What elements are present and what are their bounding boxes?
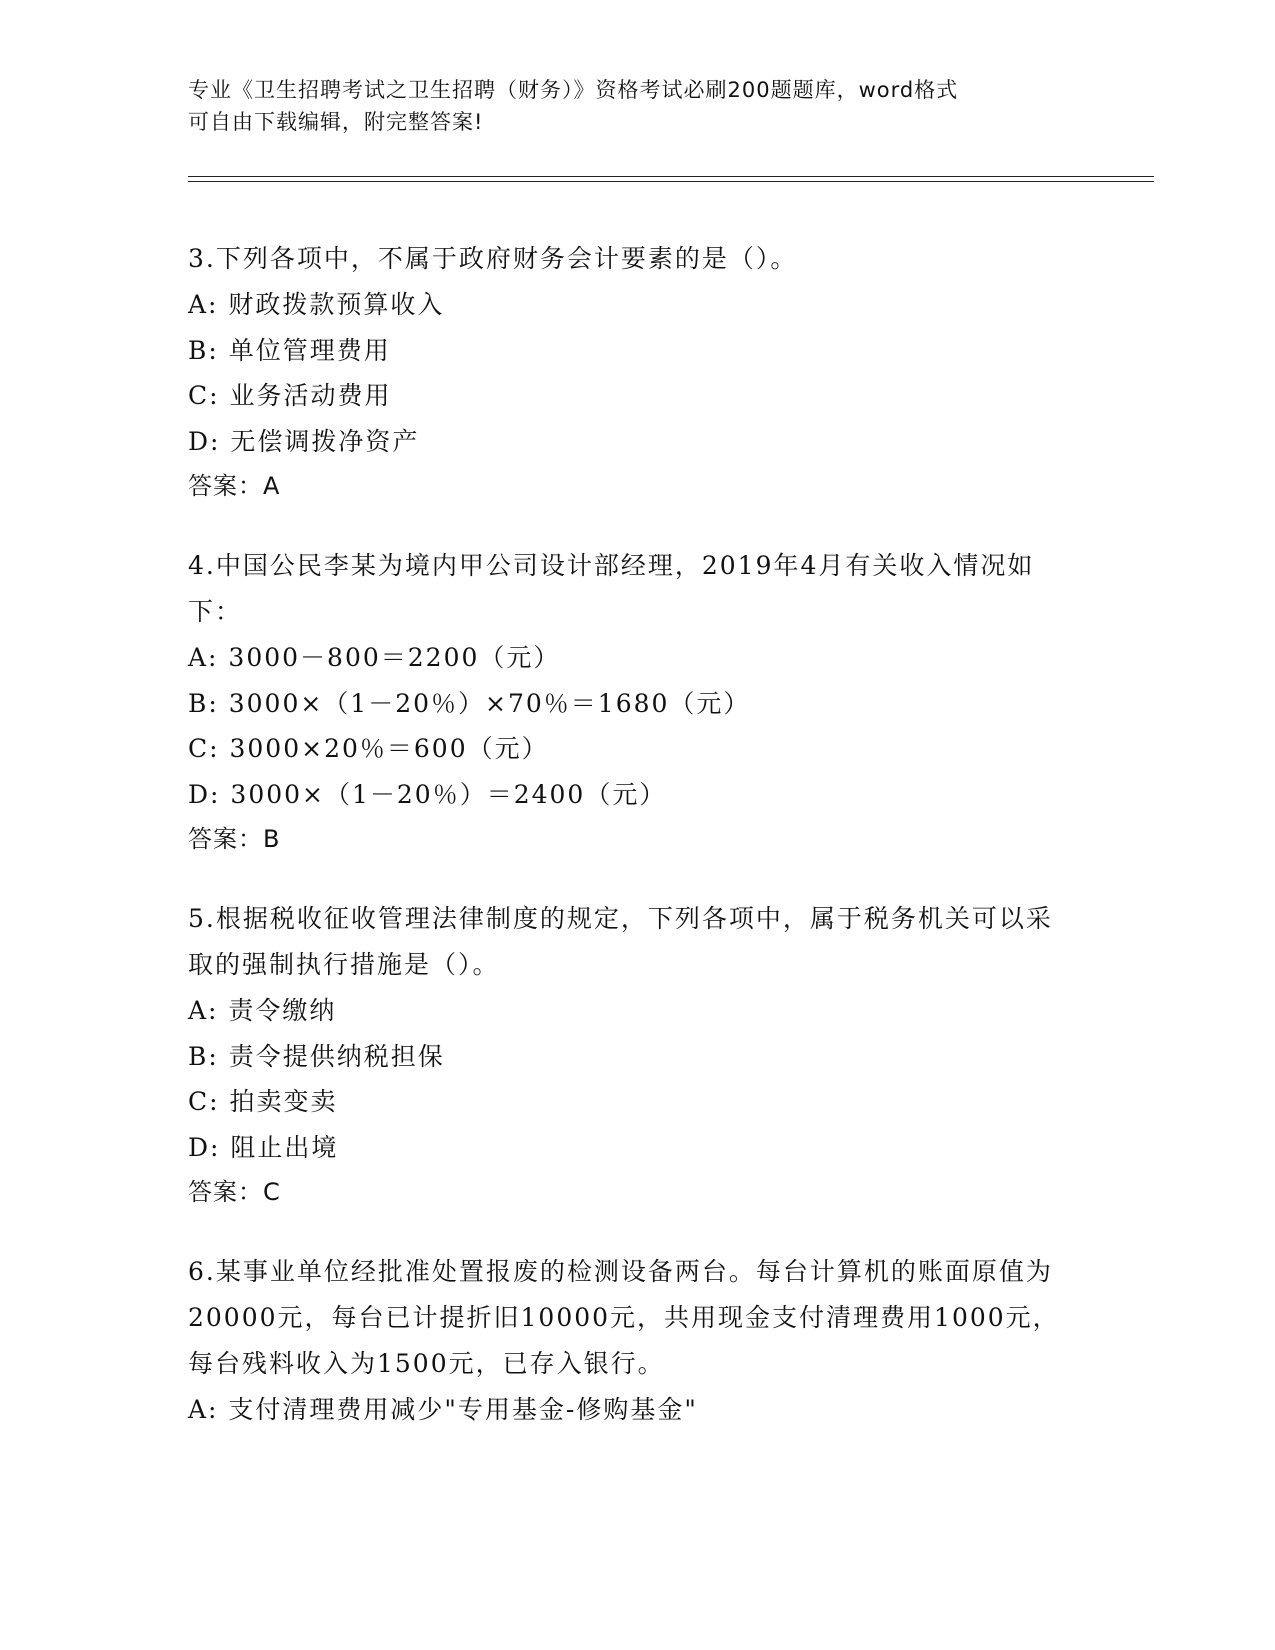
option-d: D: 阻止出境 bbox=[188, 1132, 339, 1162]
option-d: D: 无偿调拨净资产 bbox=[188, 426, 420, 456]
option-b: B: 3000×（1－20％）×70％＝1680（元） bbox=[188, 688, 751, 718]
option-d: D: 3000×（1－20％）＝2400（元） bbox=[188, 779, 667, 809]
answer-line: 答案：A bbox=[188, 472, 281, 500]
question-stem: 5.根据税收征收管理法律制度的规定，下列各项中，属于税务机关可以采取的强制执行措施是（）。 bbox=[188, 904, 1053, 979]
option-c: C: 业务活动费用 bbox=[188, 381, 392, 410]
option-a: A: 3000－800＝2200（元） bbox=[188, 643, 561, 672]
document-header bbox=[188, 74, 1068, 138]
question-3 bbox=[188, 236, 1068, 509]
question-6 bbox=[188, 1249, 1068, 1433]
question-stem: 4.中国公民李某为境内甲公司设计部经理，2019年4月有关收入情况如下： bbox=[188, 551, 1035, 626]
header-divider-bottom bbox=[188, 181, 1154, 182]
question-list bbox=[188, 236, 1068, 1467]
answer-line: 答案：B bbox=[188, 825, 281, 853]
option-c: C: 拍卖变卖 bbox=[188, 1087, 338, 1116]
question-4 bbox=[188, 543, 1068, 862]
answer-line: 答案：C bbox=[188, 1178, 281, 1206]
header-line-1: 专业《卫生招聘考试之卫生招聘（财务）》资格考试必刷200题题库，word格式 bbox=[188, 78, 959, 102]
option-a: A: 财政拨款预算收入 bbox=[188, 290, 445, 319]
question-stem: 3.下列各项中，不属于政府财务会计要素的是（）。 bbox=[188, 244, 798, 273]
option-b: B: 单位管理费用 bbox=[188, 335, 391, 365]
header-line-2: 可自由下载编辑，附完整答案! bbox=[188, 110, 484, 134]
option-c: C: 3000×20％＝600（元） bbox=[188, 734, 549, 763]
option-b: B: 责令提供纳税担保 bbox=[188, 1041, 445, 1071]
option-a: A: 支付清理费用减少"专用基金-修购基金" bbox=[188, 1395, 698, 1424]
question-5 bbox=[188, 896, 1068, 1215]
option-a: A: 责令缴纳 bbox=[188, 996, 337, 1025]
question-stem: 6.某事业单位经批准处置报废的检测设备两台。每台计算机的账面原值为20000元，每台已计提折旧10000元，共用现金支付清理费用1000元，每台残料收入为1500元，已存入银行。 bbox=[188, 1257, 1060, 1378]
header-divider-top bbox=[188, 176, 1154, 177]
